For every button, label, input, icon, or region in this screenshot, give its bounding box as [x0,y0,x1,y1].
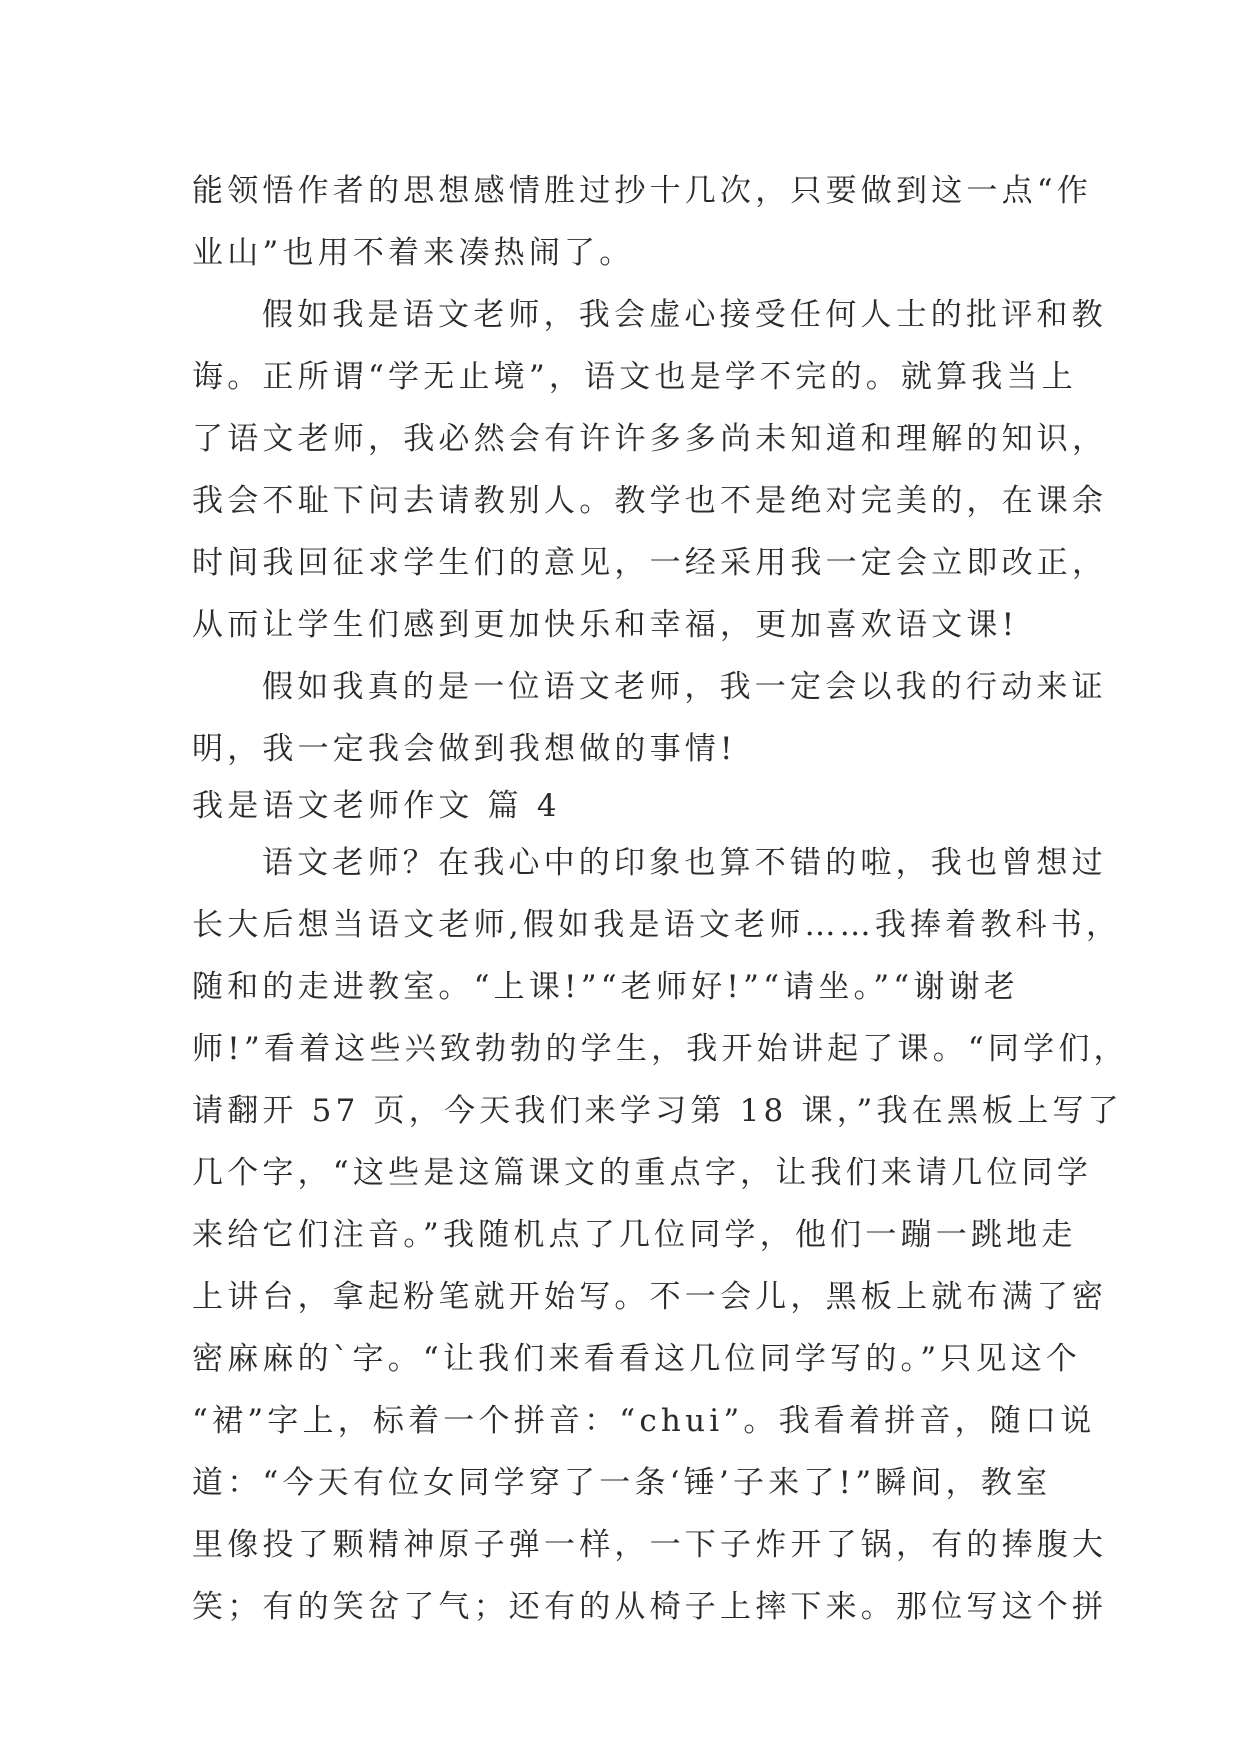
document-body [192,160,1129,1638]
text-line: 时间我回征求学生们的意见，一经采用我一定会立即改正， [192,545,1108,581]
text-line: 随和的走进教室。“上课!”“老师好!”“请坐。”“谢谢老 [192,969,1019,1005]
paragraph-continuation [192,160,1093,284]
paragraph [192,656,1107,780]
text-line: 能领悟作者的思想感情胜过抄十几次，只要做到这一点“作 [192,173,1093,209]
text-line: 了语文老师，我必然会有许许多多尚未知道和理解的知识， [192,421,1108,457]
text-line: 里像投了颗精神原子弹一样，一下子炸开了锅，有的捧腹大 [192,1527,1108,1563]
text-line: 明，我一定我会做到我想做的事情! [192,731,737,767]
text-line: 长大后想当语文老师,假如我是语文老师……我捧着教科书， [192,907,1122,943]
text-line: 几个字，“这些是这篇课文的重点字，让我们来请几位同学 [192,1155,1093,1191]
text-line: 来给它们注音。”我随机点了几位同学，他们一蹦一跳地走 [192,1217,1077,1253]
text-line: 师!”看着这些兴致勃勃的学生，我开始讲起了课。“同学们， [192,1031,1129,1067]
text-line: 上讲台，拿起粉笔就开始写。不一会儿，黑板上就布满了密 [192,1279,1108,1315]
text-line: 请翻开 57 页，今天我们来学习第 18 课，”我在黑板上写了 [192,1093,1123,1129]
text-line: 业山”也用不着来凑热闹了。 [192,235,635,271]
paragraph [192,284,1108,656]
text-line: 道：“今天有位女同学穿了一条‘锤’子来了!”瞬间，教室 [192,1465,1052,1501]
text-line: 密麻麻的`字。“让我们来看看这几位同学写的。”只见这个 [192,1341,1082,1377]
paragraph [192,832,1129,1638]
text-line-indented: 假如我是语文老师，我会虚心接受任何人士的批评和教 [262,297,1107,333]
text-line: 我会不耻下问去请教别人。教学也不是绝对完美的，在课余 [192,483,1108,519]
text-line: “裙”字上，标着一个拼音：“chui”。我看着拼音，随口说 [192,1403,1096,1439]
text-line-indented: 假如我真的是一位语文老师，我一定会以我的行动来证 [262,669,1107,705]
text-line: 笑；有的笑岔了气；还有的从椅子上摔下来。那位写这个拼 [192,1589,1108,1625]
text-line-indented: 语文老师？在我心中的印象也算不错的啦，我也曾想过 [262,845,1107,881]
text-line: 诲。正所谓“学无止境”，语文也是学不完的。就算我当上 [192,359,1077,395]
text-line: 从而让学生们感到更加快乐和幸福，更加喜欢语文课! [192,607,1019,643]
section-heading: 我是语文老师作文 篇 4 [192,788,561,824]
